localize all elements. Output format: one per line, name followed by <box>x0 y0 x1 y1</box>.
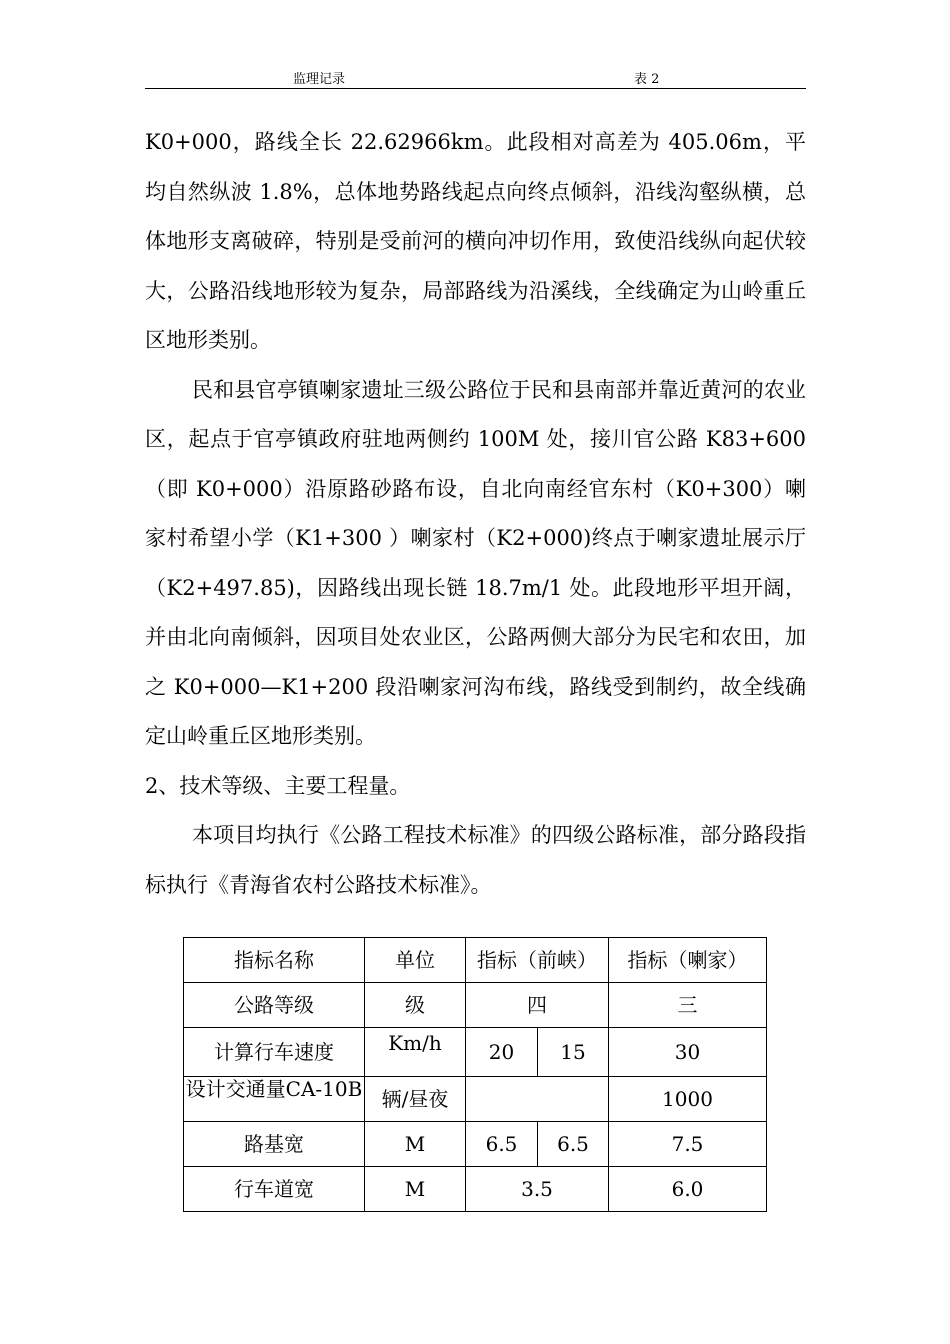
cell-lajia: 三 <box>609 983 767 1028</box>
cell-qianxia-b: 6.5 <box>538 1122 609 1167</box>
cell-lajia: 6.0 <box>609 1167 767 1212</box>
header-cell-qianxia: 指标（前峡） <box>466 938 609 983</box>
cell-unit: M <box>365 1122 466 1167</box>
document-body <box>145 118 806 910</box>
cell-name-wrapper <box>184 1077 365 1122</box>
header-cell-unit: 单位 <box>365 938 466 983</box>
table-row <box>184 1122 767 1167</box>
cell-unit: Km/h <box>365 1028 466 1077</box>
cell-name: 设计交通量CA-10B <box>185 1077 363 1101</box>
cell-qianxia-a: 6.5 <box>466 1122 538 1167</box>
cell-lajia: 1000 <box>609 1077 767 1122</box>
cell-name: 公路等级 <box>184 983 365 1028</box>
header-table-number: 表 2 <box>634 72 660 87</box>
cell-lajia: 7.5 <box>609 1122 767 1167</box>
header-title: 监理记录 <box>293 72 346 87</box>
cell-name: 路基宽 <box>184 1122 365 1167</box>
cell-name: 计算行车速度 <box>184 1028 365 1077</box>
paragraph-2: 民和县官亭镇喇家遗址三级公路位于民和县南部并靠近黄河的农业区，起点于官亭镇政府驻地两侧约 100M 处，接川官公路 K83+600（即 K0+000）沿原路砂路布设，自北向南经官东村（K0+300）喇家村希望小学（K1+300 ）喇家村（K2+000)终点于喇家遗址展示厅（K2+497.85)，因路线出现长链 18.7m/1 处。此段地形平坦开阔，并由北向南倾斜，因项目处农业区，公路两侧大部分为民宅和农田，加之 K0+000—K1+200 段沿喇家河沟布线，路线受到制约，故全线确定山岭重丘区地形类别。 <box>145 377 806 748</box>
cell-qianxia: 3.5 <box>466 1167 609 1212</box>
table-header-row <box>184 938 767 983</box>
cell-qianxia <box>466 1077 609 1122</box>
cell-unit: M <box>365 1167 466 1212</box>
cell-qianxia: 四 <box>466 983 609 1028</box>
header-cell-lajia: 指标（喇家） <box>609 938 767 983</box>
table-row <box>184 1028 767 1077</box>
paragraph-3: 本项目均执行《公路工程技术标准》的四级公路标准，部分路段指标执行《青海省农村公路技术标准》。 <box>145 823 806 897</box>
cell-qianxia-a: 20 <box>466 1028 538 1077</box>
paragraph-1: K0+000，路线全长 22.62966km。此段相对高差为 405.06m，平均自然纵波 1.8%，总体地势路线起点向终点倾斜，沿线沟壑纵横，总体地形支离破碎，特别是受前河的横向冲切作用，致使沿线纵向起伏较大，公路沿线地形较为复杂，局部路线为沿溪线，全线确定为山岭重丘区地形类别。 <box>145 130 806 352</box>
header-cell-name: 指标名称 <box>184 938 365 983</box>
spec-table-wrapper <box>183 937 767 1212</box>
section-heading: 2、技术等级、主要工程量。 <box>145 773 411 798</box>
cell-name: 行车道宽 <box>184 1167 365 1212</box>
cell-unit: 辆/昼夜 <box>365 1077 466 1122</box>
table-row <box>184 1077 767 1122</box>
spec-table <box>183 937 767 1212</box>
cell-qianxia-b: 15 <box>538 1028 609 1077</box>
table-row <box>184 1167 767 1212</box>
page-header <box>145 66 806 89</box>
table-row <box>184 983 767 1028</box>
cell-lajia: 30 <box>609 1028 767 1077</box>
cell-unit: 级 <box>365 983 466 1028</box>
